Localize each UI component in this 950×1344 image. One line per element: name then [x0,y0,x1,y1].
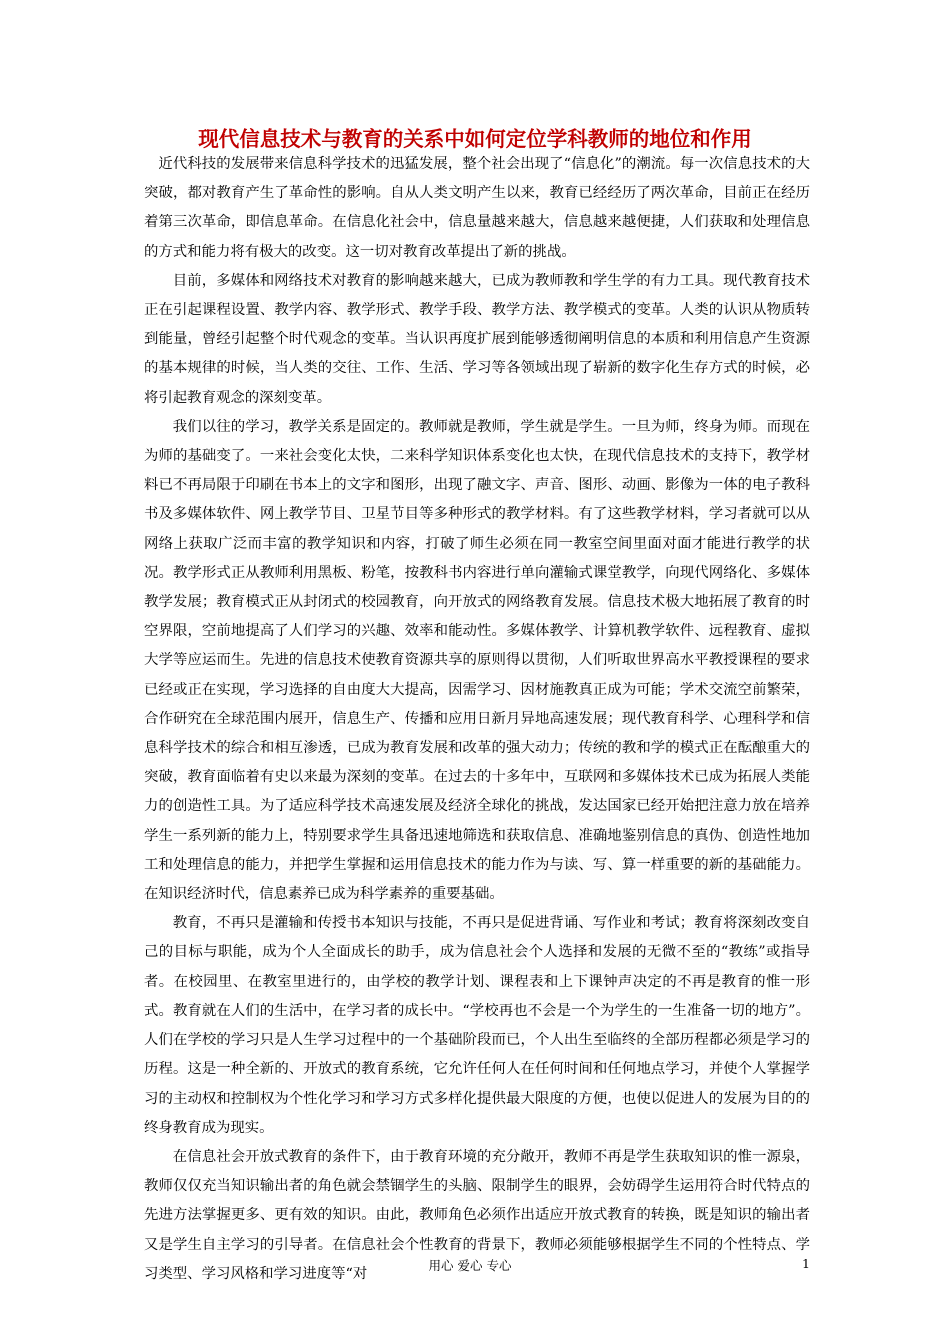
paragraph-4: 教育，不再只是灌输和传授书本知识与技能，不再只是促进背诵、写作业和考试；教育将深刻改变自己的目标与职能，成为个人全面成长的助手，成为信息社会个人选择和发展的无微不至的“教练”或指导者。在校园里、在教室里进行的，由学校的教学计划、课程表和上下课钟声决定的不再是教育的惟一形式。教育就在人们的生活中，在学习者的成长中。“学校再也不会是一个为学生的一生准备一切的地方”。人们在学校的学习只是人生学习过程中的一个基础阶段而已，个人出生至临终的全部历程都必须是学习的历程。这是一种全新的、开放式的教育系统，它允许任何人在任何时间和任何地点学习，并使个人掌握学习的主动权和控制权为个性化学习和学习方式多样化提供最大限度的方便，也使以促进人的发展为目的的终身教育成为现实。 [144,915,810,1136]
document-body [144,150,810,1289]
document-title: 现代信息技术与教育的关系中如何定位学科教师的地位和作用 [198,127,752,151]
footer-motto: 用心 爱心 专心 [428,1258,512,1273]
paragraph-3: 我们以往的学习，教学关系是固定的。教师就是教师，学生就是学生。一旦为师，终身为师。而现在为师的基础变了。一来社会变化太快，二来科学知识体系变化也太快，在现代信息技术的支持下，教学材料已不再局限于印刷在书本上的文字和图形，出现了融文字、声音、图形、动画、影像为一体的电子教科书及多媒体软件、网上教学节目、卫星节目等多种形式的教学材料。有了这些教学材料，学习者就可以从网络上获取广泛而丰富的教学知识和内容，打破了师生必须在同一教室空间里面对面才能进行教学的状况。教学形式正从教师利用黑板、粉笔，按教科书内容进行单向灌输式课堂教学，向现代网络化、多媒体教学发展；教育模式正从封闭式的校园教育，向开放式的网络教育发展。信息技术极大地拓展了教育的时空界限，空前地提高了人们学习的兴趣、效率和能动性。多媒体教学、计算机教学软件、远程教育、虚拟大学等应运而生。先进的信息技术使教育资源共享的原则得以贯彻，人们听取世界高水平教授课程的要求已经或正在实现，学习选择的自由度大大提高，因需学习、因材施教真正成为可能；学术交流空前繁荣，合作研究在全球范围内展开，信息生产、传播和应用日新月异地高速发展；现代教育科学、心理科学和信息科学技术的综合和相互渗透，已成为教育发展和改革的强大动力；传统的教和学的模式正在酝酿重大的突破，教育面临着有史以来最为深刻的变革。在过去的十多年中，互联网和多媒体技术已成为拓展人类能力的创造性工具。为了适应科学技术高速发展及经济全球化的挑战，发达国家已经开始把注意力放在培养学生一系列新的能力上，特别要求学生具备迅速地筛选和获取信息、准确地鉴别信息的真伪、创造性地加工和处理信息的能力，并把学生掌握和运用信息技术的能力作为与读、写、算一样重要的新的基础能力。在知识经济时代，信息素养已成为科学素养的重要基础。 [144,418,810,903]
paragraph-5: 在信息社会开放式教育的条件下，由于教育环境的充分敞开，教师不再是学生获取知识的惟一源泉，教师仅仅充当知识输出者的角色就会禁锢学生的头脑、限制学生的眼界，会妨碍学生运用符合时代特点的先进方法掌握更多、更有效的知识。由此，教师角色必须作出适应开放式教育的转换，既是知识的输出者又是学生自主学习的引导者。在信息社会个性教育的背景下，教师必须能够根据学生不同的个性特点、学习类型、学习风格和学习进度等“对 [144,1148,810,1282]
page-number: 1 [802,1256,810,1271]
paragraph-2: 目前，多媒体和网络技术对教育的影响越来越大，已成为教师教和学生学的有力工具。现代教育技术正在引起课程设置、教学内容、教学形式、教学手段、教学方法、教学模式的变革。人类的认识从物质转到能量，曾经引起整个时代观念的变革。当认识再度扩展到能够透彻阐明信息的本质和利用信息产生资源的基本规律的时候，当人类的交往、工作、生活、学习等各领域出现了崭新的数字化生存方式的时候，必将引起教育观念的深刻变革。 [144,272,810,406]
paragraph-1: 近代科技的发展带来信息科学技术的迅猛发展，整个社会出现了“信息化”的潮流。每一次信息技术的大突破，都对教育产生了革命性的影响。自从人类文明产生以来，教育已经经历了两次革命，目前正在经历着第三次革命，即信息革命。在信息化社会中，信息量越来越大，信息越来越便捷，人们获取和处理信息的方式和能力将有极大的改变。这一切对教育改革提出了新的挑战。 [144,156,810,260]
